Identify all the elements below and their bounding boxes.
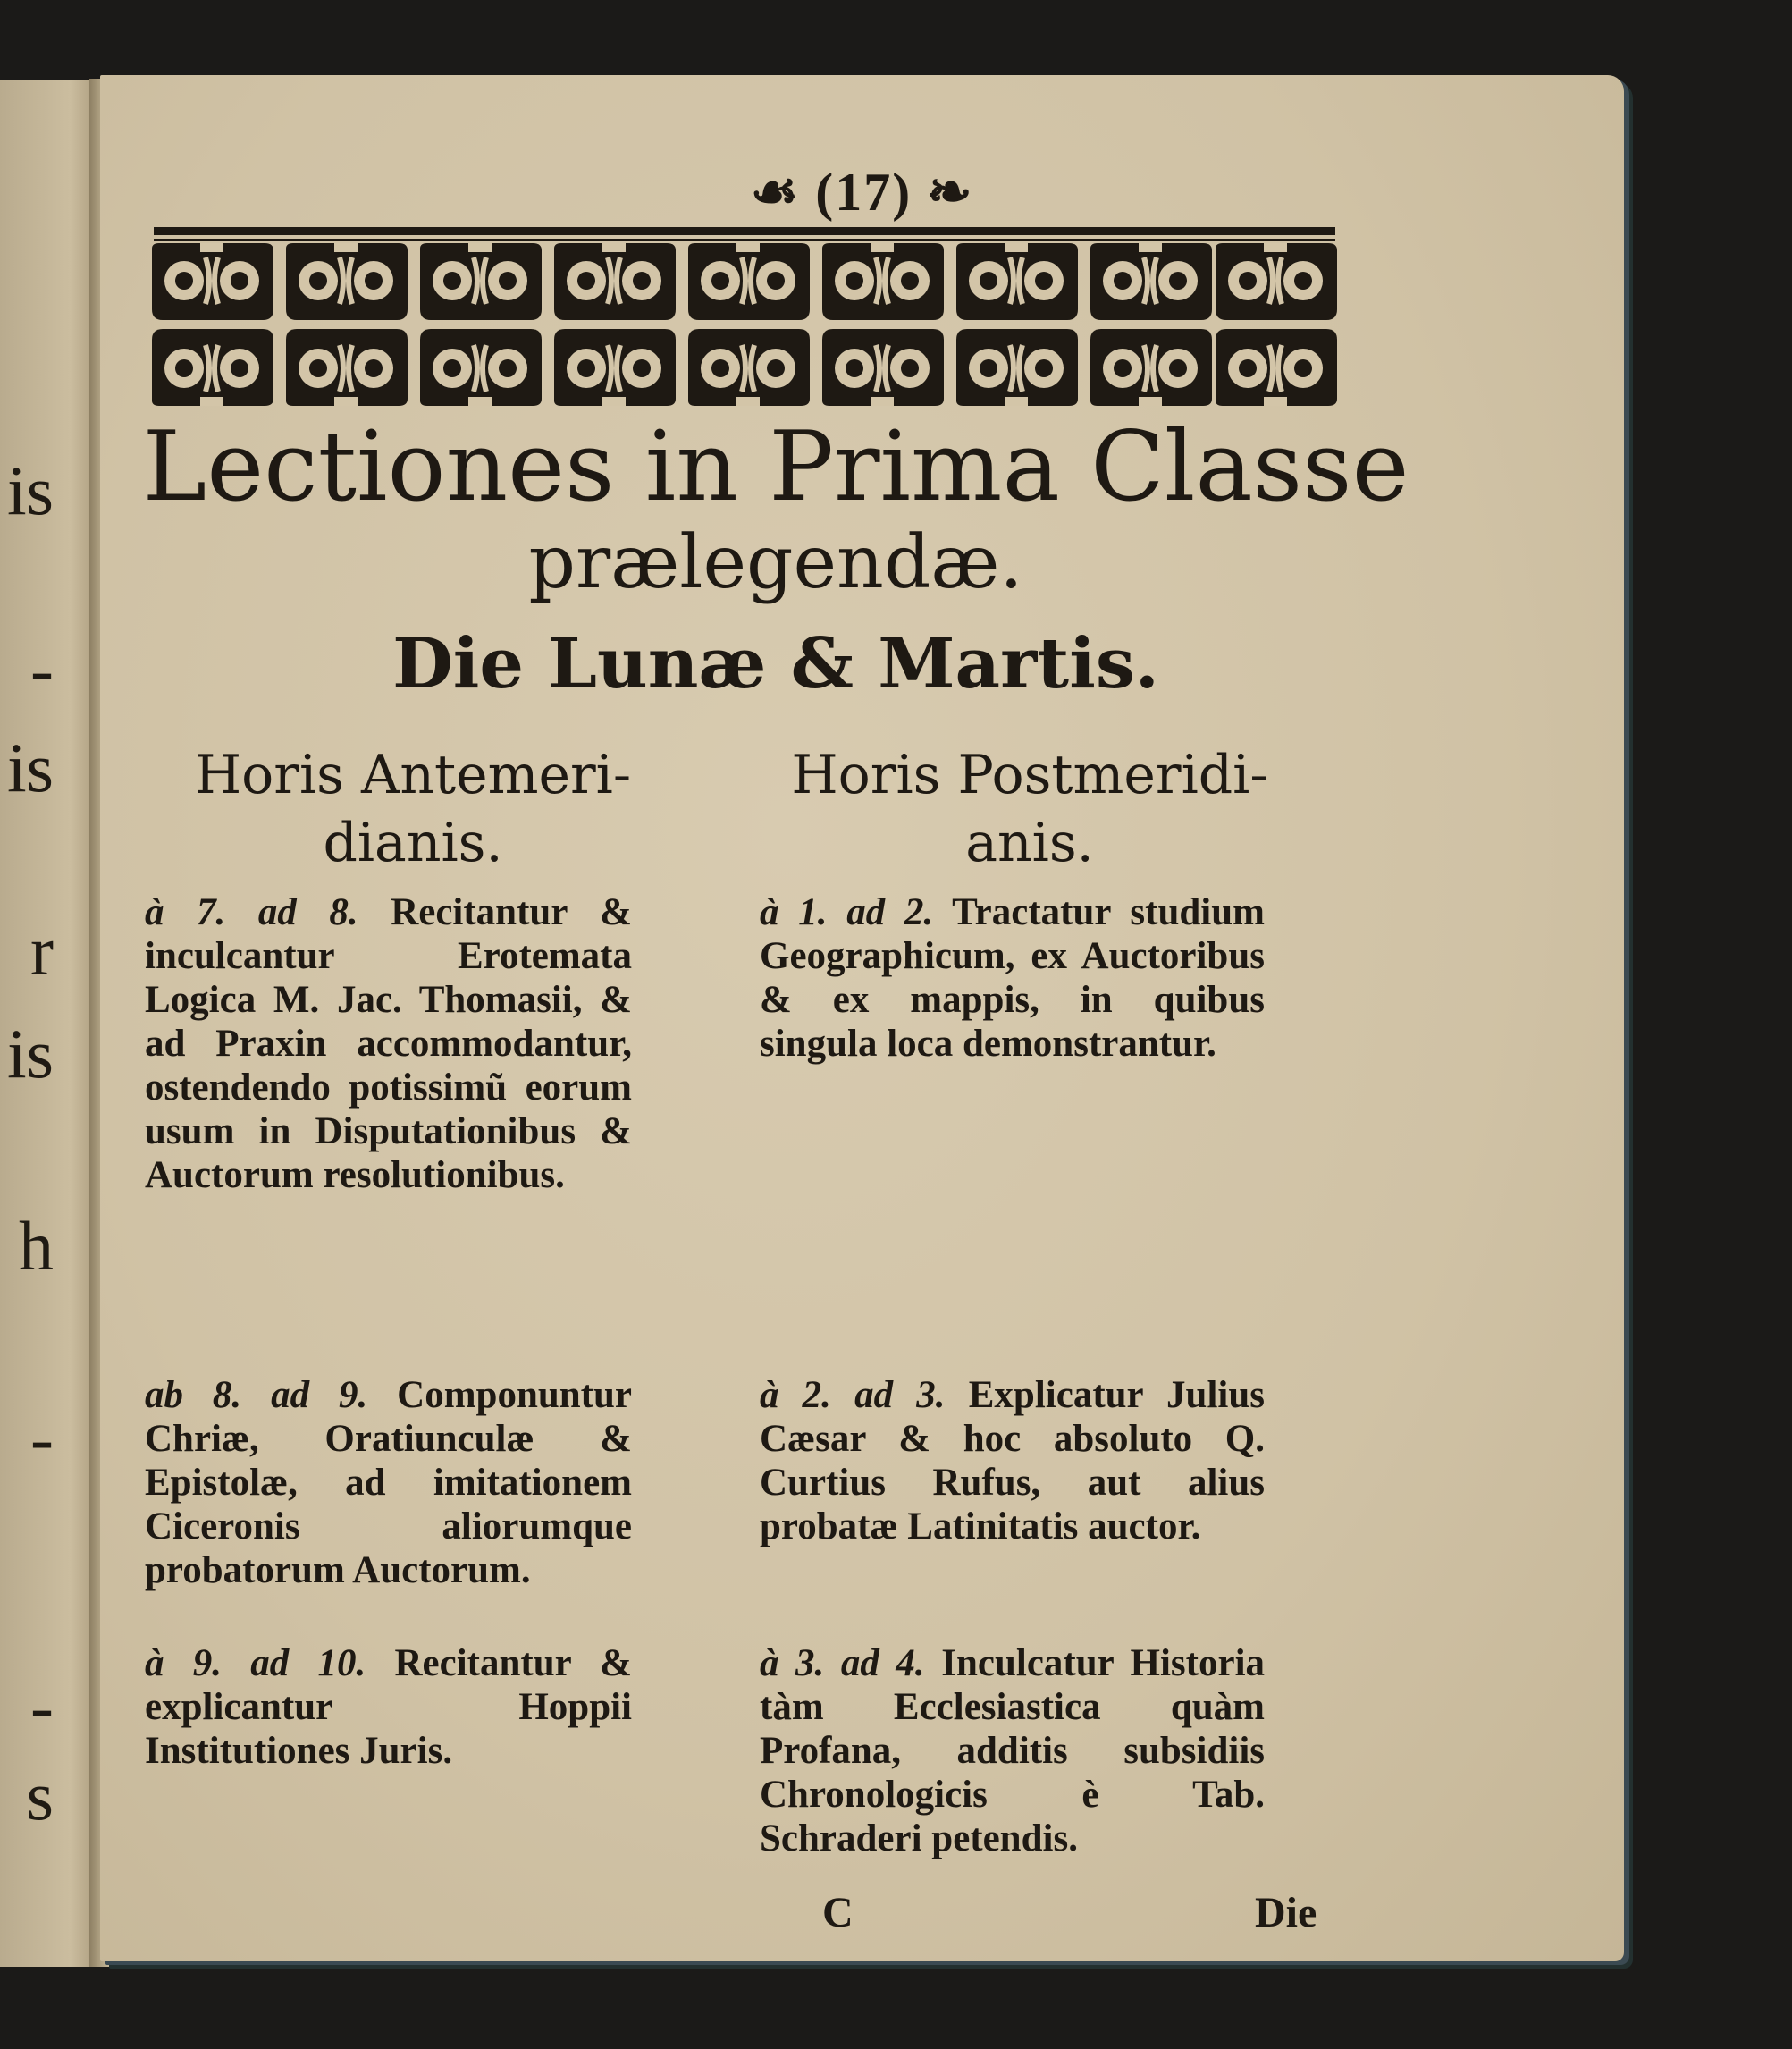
- lesson-entry: [145, 1373, 632, 1592]
- catchword: Die: [1255, 1889, 1317, 1936]
- lesson-time: à 3. ad 4.: [760, 1642, 925, 1684]
- left-page-fragment: r: [30, 912, 54, 990]
- left-page-fragment: h: [19, 1207, 54, 1285]
- heading-morning-hours: Horis Antemeri-dianis.: [194, 744, 632, 874]
- lesson-entry: [760, 890, 1265, 1066]
- lesson-time: ab 8. ad 9.: [145, 1374, 368, 1416]
- lesson-text: Recitantur & explicantur Hoppii Institutiones Juris.: [145, 1642, 632, 1772]
- title-lectiones: Lectiones in Prima Classe: [142, 411, 1409, 523]
- left-page-fragment: -: [30, 630, 54, 708]
- page-number-header: ☙ (17) ❧: [750, 163, 974, 222]
- lesson-time: à 2. ad 3.: [760, 1374, 946, 1416]
- lesson-entry: [145, 1641, 632, 1773]
- lesson-entry: [760, 1641, 1265, 1860]
- heading-afternoon-hours: Horis Postmeridi-anis.: [791, 744, 1268, 874]
- lesson-text: Explicatur Julius Cæsar & hoc absoluto Q. Curtius Rufus, aut alius probatæ Latinitatis auctor.: [760, 1374, 1266, 1547]
- title-days: Die Lunæ & Martis.: [392, 623, 1159, 704]
- left-page-fragment: is: [6, 1015, 54, 1092]
- left-page-fragment: is: [6, 729, 54, 806]
- lesson-time: à 1. ad 2.: [760, 891, 934, 933]
- left-page-fragment: -: [30, 1667, 54, 1745]
- book-page: [100, 75, 1624, 1961]
- left-page-fragment: -: [30, 1399, 54, 1477]
- lesson-time: à 9. ad 10.: [145, 1642, 366, 1684]
- lesson-entry: [145, 890, 632, 1197]
- header-rule: [154, 227, 1335, 235]
- lesson-text: Tractatur studium Geographicum, ex Auctoribus & ex mappis, in quibus singula loca demonstrantur.: [760, 891, 1265, 1065]
- left-page-edge: [0, 80, 100, 1967]
- lesson-time: à 7. ad 8.: [145, 891, 358, 933]
- signature-mark: C: [822, 1889, 854, 1936]
- lesson-entry: [760, 1373, 1265, 1548]
- lesson-text: Componuntur Chriæ, Oratiunculæ & Epistolæ, ad imitationem Ciceronis aliorumque probatorum Auctorum.: [145, 1374, 633, 1591]
- title-praelegendae: prælegendæ.: [528, 520, 1023, 605]
- lesson-text: Inculcatur Historia tàm Ecclesiastica quàm Profana, additis subsidiis Chronologicis è Tab. Schraderi petendis.: [760, 1642, 1266, 1859]
- left-page-fragment: is: [6, 451, 54, 529]
- left-page-fragment: s: [26, 1757, 54, 1834]
- lesson-text: Recitantur & inculcantur Erotemata Logica M. Jac. Thomasii, & ad Praxin accommodantur, ostendendo potissimũ eorum usum in Disputationibus & Auctorum resolutionibus.: [145, 891, 632, 1196]
- decorative-border-ornament: [147, 241, 1341, 408]
